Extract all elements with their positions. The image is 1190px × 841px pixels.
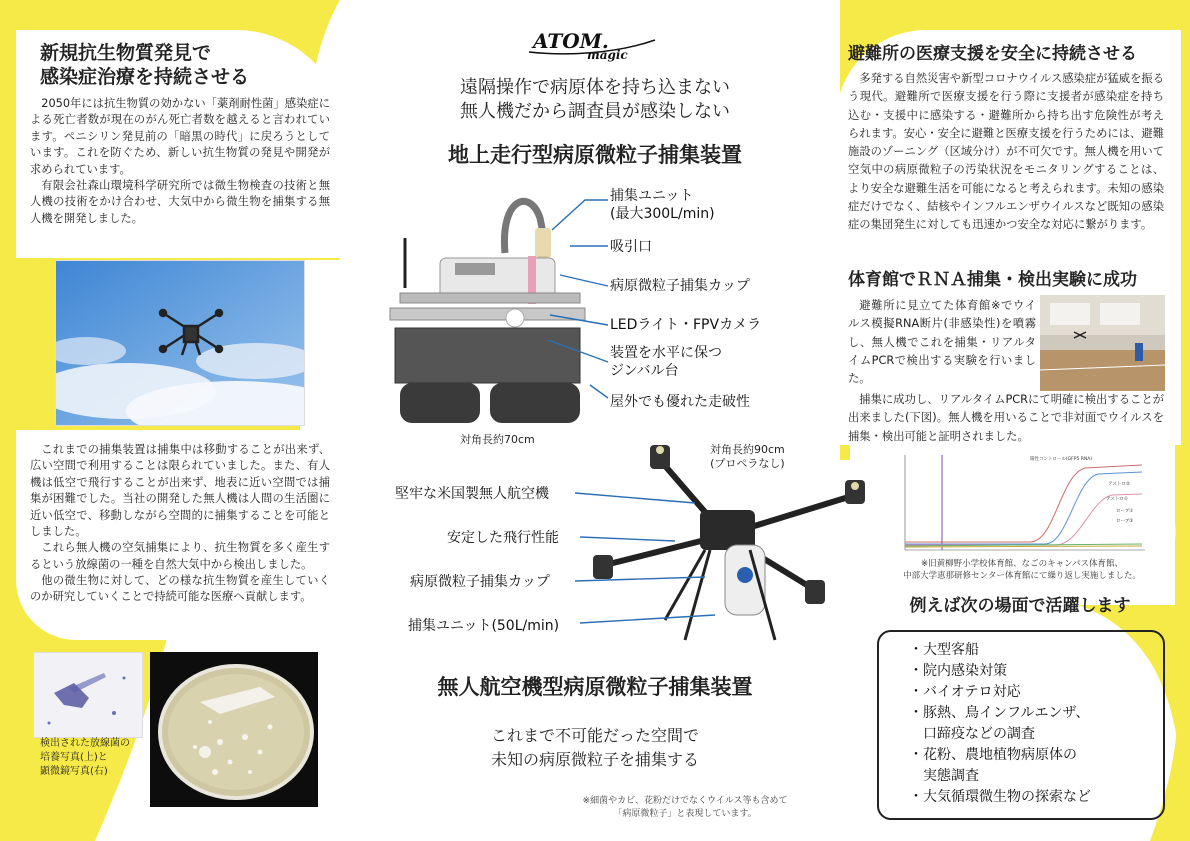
callout-drone-unit: 捕集ユニット(50L/min) — [408, 618, 560, 634]
left-intro-text — [30, 96, 330, 227]
right-heading-shelter: 避難所の医療支援を安全に持続させる — [848, 44, 1137, 64]
scene-item: ・豚熱、鳥インフルエンザ、 口蹄疫などの調査 — [909, 705, 1090, 742]
left-para-5: 他の微生物に対して、どの様な抗生物質を産生していくのか研究していくことで持続可能な医療へ貢献します。 — [30, 574, 330, 604]
left-heading: 新規抗生物質発見で 感染症治療を持続させる — [40, 42, 250, 88]
scene-item: ・大型客船 — [909, 642, 979, 658]
drone-callout-lines — [575, 485, 725, 630]
graph-label-lobe2: ローブ② — [1116, 519, 1134, 524]
left-para-4: これら無人機の空気捕集により、抗生物質を多く産生するという放線菌の一種を自然大気中から検出しました。 — [30, 541, 330, 571]
drone-in-sky-photo — [55, 260, 305, 426]
callout-gimbal: 装置を水平に保つ ジンバル台 — [610, 345, 722, 380]
footnote: ※細菌やカビ、花粉だけでなくウイルス等も含めて 「病原微粒子」と表現しています。 — [582, 796, 788, 820]
graph-label-astro1: アストロ① — [1106, 497, 1128, 502]
callout-led-camera: LEDライト・FPVカメラ — [610, 317, 762, 333]
scene-item: ・院内感染対策 — [909, 663, 1007, 679]
left-para-1: 2050年には抗生物質の効かない「薬剤耐性菌」感染症による死亡者数が現在のがん死亡者数を越えると言われています。ペニシリン発見前の「暗黒の時代」に戻ろうとしています。これを防ぐため、新しい抗生物質の発見や開発が求められています。 — [30, 97, 330, 176]
drone-device-title: 無人航空機型病原微粒子捕集装置 — [437, 675, 753, 699]
scene-item: ・大気循環微生物の探索など — [909, 789, 1091, 805]
drone-size-label: 対角長約90cm (プロペラなし) — [710, 443, 785, 471]
left-para-2: 有限会社森山環境科学研究所では微生物検査の技術と無人機の技術をかけ合わせ、大気中から微生物を捕集する無人機を開発しました。 — [30, 178, 330, 225]
callout-collection-unit: 捕集ユニット (最大300L/min) — [610, 188, 715, 223]
callout-drone-frame: 堅牢な米国製無人航空機 — [395, 486, 549, 502]
tagline-top: 遠隔操作で病原体を持ち込まない 無人機だから調査員が感染しない — [460, 77, 730, 123]
left-lower-text — [30, 442, 330, 606]
petri-dish-photo — [150, 652, 318, 807]
scene-item: ・バイオテロ対応 — [909, 684, 1021, 700]
tagline-bottom: これまで不可能だった空間で 未知の病原微粒子を捕集する — [490, 726, 699, 769]
left-para-3: これまでの捕集装置は捕集中は移動することが出来ず、広い空間で利用することは限られていました。また、有人機は低空で飛行することが出来ず、地表に近い空間では捕集が困難でした。当社の開発した無人機は人間の生活圏に近い低空で、移動しながら空間的に捕集することを可能としました。 — [30, 443, 330, 538]
ground-device-title: 地上走行型病原微粒子捕集装置 — [448, 143, 742, 167]
right-para-2: 避難所に見立てた体育館※でウイルス模擬RNA断片(非感染性)を噴霧し、無人機でこれを捕集・リアルタイムPCRで検出する実験を行いました。 — [848, 299, 1036, 386]
graph-caption: ※旧黄柳野小学校体育館、なごのキャンパス体育館、 中部大学恵那研修センター体育館にて繰り返し実施しました。 — [903, 559, 1141, 582]
callout-suction-port: 吸引口 — [610, 239, 652, 255]
ground-size-label: 対角長約70cm — [460, 433, 535, 446]
callout-terrain: 屋外でも優れた走破性 — [610, 394, 750, 410]
right-heading-gym: 体育館でＲＮＡ捕集・検出実験に成功 — [848, 270, 1137, 290]
gym-photo — [1040, 295, 1165, 391]
svg-text:magic: magic — [587, 48, 628, 62]
atom-magic-logo — [525, 30, 665, 64]
scenes-title: 例えば次の場面で活躍します — [909, 596, 1131, 616]
callout-collection-cup: 病原微粒子捕集カップ — [610, 278, 750, 294]
graph-label-astro2: アストロ② — [1108, 482, 1130, 487]
graph-label-lobe1: ローブ① — [1116, 509, 1134, 514]
scene-item: ・花粉、農地植物病原体の 実態調査 — [909, 747, 1077, 784]
microscope-photo — [33, 652, 143, 738]
pcr-amplification-graph — [880, 450, 1150, 565]
svg-text:ATOM.: ATOM. — [533, 30, 609, 53]
right-para-1: 多発する自然災害や新型コロナウイルス感染症が猛威を振るう現代。避難所で医療支援を行う際に支援者が感染症を持ち込む・支援中に感染する・避難所から持ち出す危険性が考えられます。安心・安全に避難と医療支援を行うためには、避難施設のゾーニング（区域分け）が不可欠です。無人機を用いて空気中の病原微粒子の汚染状況をモニタリングすることは、より安全な避難生活を可能になると考えられます。未知の感染症だけでなく、結核やインフルエンザウイルスなど既知の感染症の集団発生に対しても迅速かつ安全な対応に繋がります。 — [848, 72, 1164, 232]
callout-drone-cup: 病原微粒子捕集カップ — [410, 574, 550, 590]
callout-flight-stability: 安定した飛行性能 — [447, 530, 559, 546]
scenes-box — [877, 630, 1165, 820]
right-para-3: 捕集に成功し、リアルタイムPCRにて明確に検出することが出来ました(下図)。無人機を用いることで非対面でウイルスを捕集・検出可能と証明されました。 — [848, 393, 1164, 443]
photo-caption: 検出された放線菌の 培養写真(上)と 顕微鏡写真(右) — [40, 738, 130, 777]
ground-callout-lines — [540, 190, 610, 405]
graph-label-positive: 陽性コントロール(GFP5 RNA) — [1030, 457, 1093, 462]
